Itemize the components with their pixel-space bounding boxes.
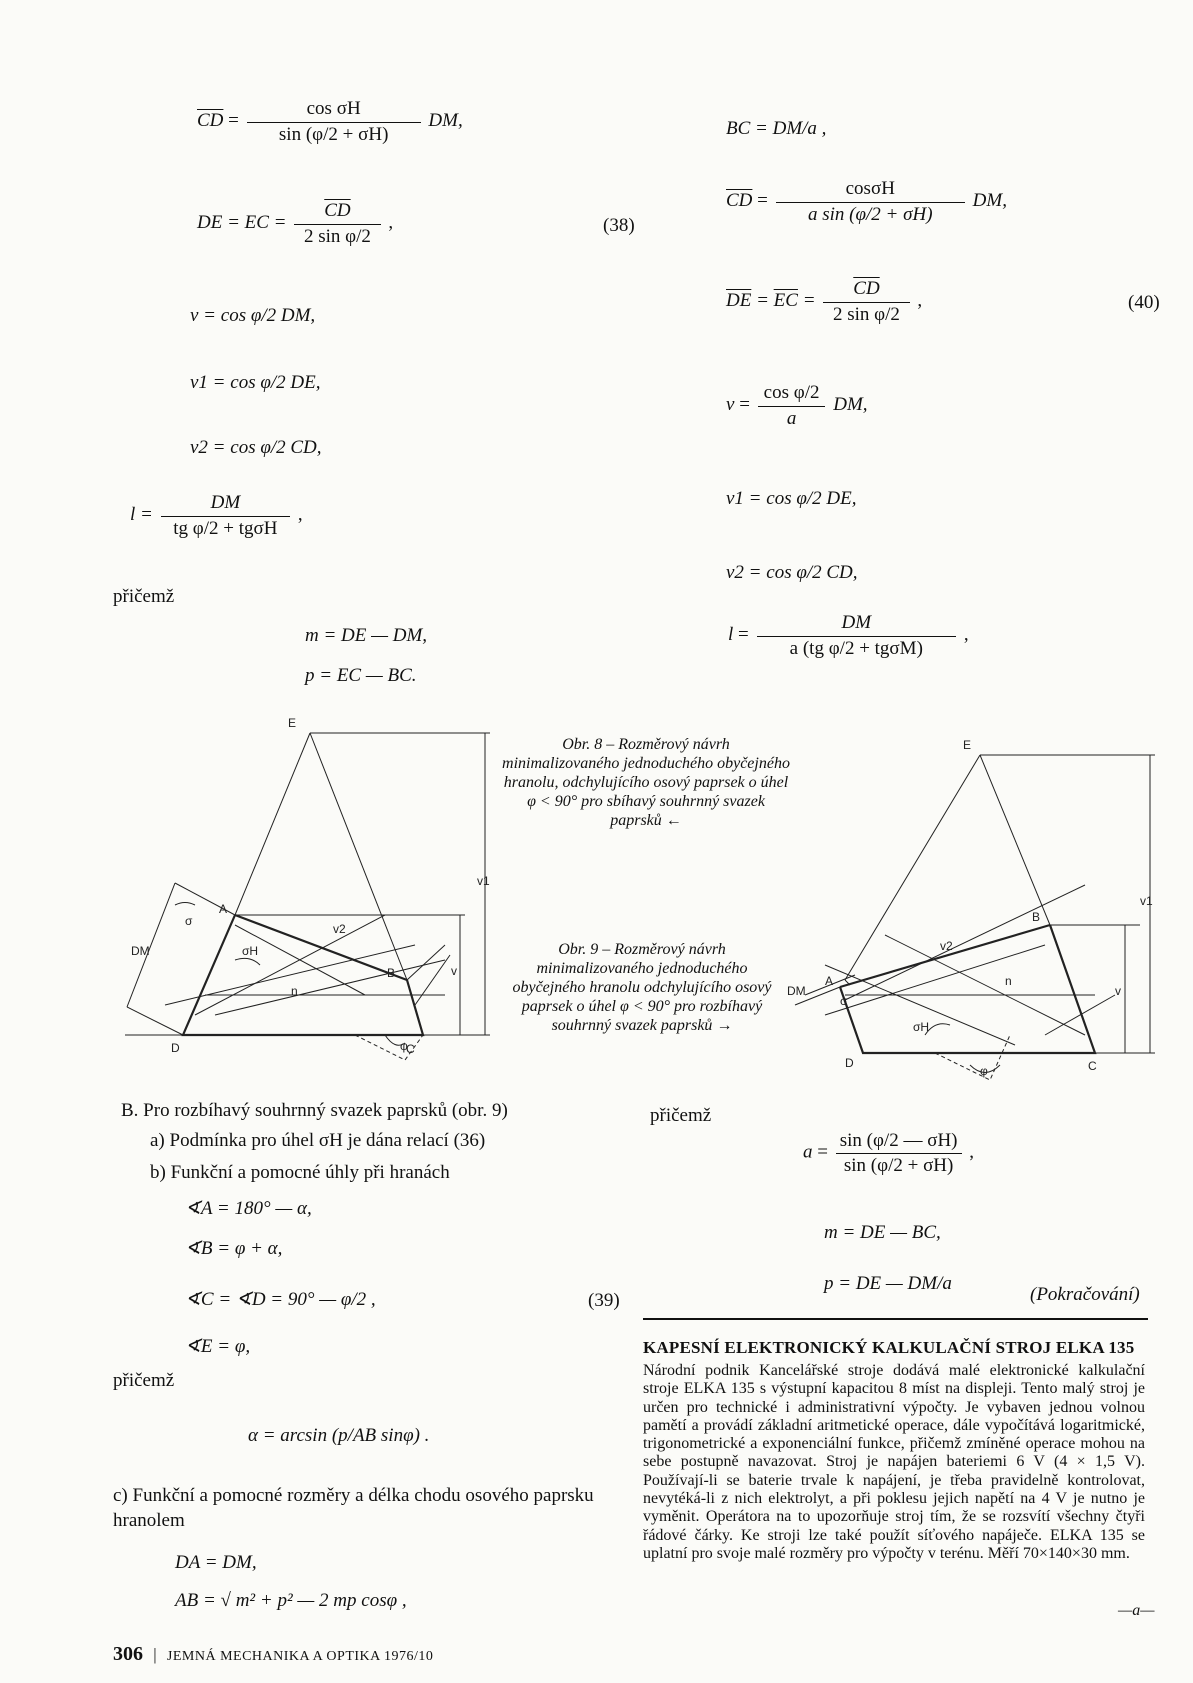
news-body-text: Národní podnik Kancelářské stroje dodává malé elektronické kalkulační stroje ELKA 135 s výstupní kapacitou 8 míst na displeji. Tento malý stroj je určen pro technické i administrativní výpočty. Je vybaven jednou volnou pamětí a provádí základní aritmetické operace, dále vypočítává logaritmické, trigonometrické a exponenciální funkce, přičemž zmíněné operace mohou na sebe postupně navazovat. Stroj je napájen bateriemi 6 V (4 × 1,5 V). Používají-li se baterie trvale k napájení, je třeba pravidelně kontrolovat, nevytéká-li z nich elektrolyt, a při poklesu jejich napětí na 4 V je nutno je vyměnit. Operátora na to upozorňuje stroj tím, že se rozsvítí všechny čtyři řádové čárky. Ke stroji lze také použít síťového napáječe. ELKA 135 se uplatní pro svoje malé rozměry pro výpočty v terénu. Měří 70×140×30 mm. — [643, 1362, 1145, 1562]
de-tail: , — [388, 212, 394, 234]
fig8-label-phi: φ — [400, 1039, 408, 1053]
fig9-label-sigma: σ — [840, 994, 848, 1008]
fig9-label-n: n — [1005, 974, 1012, 988]
l-right-num: DM — [757, 612, 957, 637]
eq-de-right: $\overline{DE} = \overline{EC}$ = $\frac{\overline{CD}}{\text{2 sin φ/2}}$ , — [726, 278, 923, 325]
fig8-label-v: v — [451, 964, 457, 978]
section-b-b: b) Funkční a pomocné úhly při hranách — [150, 1162, 450, 1183]
cd-right-num: cosσH — [776, 178, 965, 203]
eq-cd-left: $\overline{CD}$ = $\frac{\text{cos σH}}{\sin (\varphi/2 + \sigma H)}$ DM, — [197, 98, 463, 145]
news-body — [643, 1362, 1145, 1563]
caption-fig9-text: Obr. 9 – Rozměrový návrh minimalizovaného jednoduchého obyčejného hranolu odchylujícího osový paprsek o úhel φ < 90° pro rozbíhavý souhrnný svazek paprsků — [512, 941, 772, 1034]
fig8-label-sigma: σ — [185, 914, 193, 928]
caption-fig9 — [502, 940, 782, 1035]
pricemz-1: přičemž — [113, 586, 175, 607]
eq-v1-left: v1 = cos φ/2 DE, — [190, 372, 321, 393]
fig8-label-sigmah: σH — [242, 944, 259, 958]
l-tail: , — [297, 504, 303, 526]
eq-angle-a: ∢A = 180° — α, — [185, 1198, 312, 1219]
fig9-label-c: C — [1088, 1059, 1097, 1073]
eq-de-left — [197, 200, 393, 248]
l-den: tg φ/2 + tgσH — [173, 517, 278, 539]
eq-angle-b: ∢B = φ + α, — [185, 1238, 283, 1259]
de-right-den: 2 sin φ/2 — [833, 303, 900, 325]
eq-ab: AB = √ m² + p² — 2 mp cosφ , — [175, 1590, 407, 1611]
caption-fig9-arrow: → — [716, 1017, 733, 1034]
eq-number-39: (39) — [588, 1290, 620, 1311]
cd-num: cos σH — [247, 98, 421, 123]
eq-number-40: (40) — [1128, 292, 1160, 313]
eq-alpha: α = arcsin (p/AB sinφ) . — [248, 1425, 430, 1446]
l-num: DM — [161, 492, 291, 517]
v-right-den: a — [786, 407, 797, 429]
cd-right-den: a sin (φ/2 + σH) — [808, 203, 933, 225]
caption-fig8 — [502, 735, 790, 830]
cd-lhs: $\overline{CD}$ — [197, 110, 224, 132]
v-right-tail: DM, — [833, 394, 868, 416]
pricemz-2: přičemž — [113, 1370, 175, 1391]
fig8-label-b: B — [387, 966, 396, 980]
fig8-label-dm: DM — [131, 944, 150, 958]
fig8-label-e: E — [288, 716, 297, 730]
eq-v2-right: v2 = cos φ/2 CD, — [726, 562, 858, 583]
fig9-label-dm: DM — [787, 984, 806, 998]
figure-8-diagram — [115, 715, 505, 1075]
fig9-label-phi: φ — [980, 1064, 988, 1078]
news-top-rule — [643, 1318, 1148, 1320]
a-den: sin (φ/2 + σH) — [843, 1154, 954, 1176]
l-lhs: l = — [130, 504, 153, 526]
fig8-label-v2: v2 — [333, 922, 346, 936]
section-b-a: a) Podmínka pro úhel σH je dána relací (36) — [150, 1130, 486, 1151]
eq-bc-right: BC = DM/a , — [726, 118, 827, 139]
section-b-c-text: c) Funkční a pomocné rozměry a délka chodu osového paprsku hranolem — [113, 1485, 594, 1531]
cd-right-tail: DM, — [972, 190, 1007, 212]
eq-v-right: v = $\frac{\text{cos φ/2}}{a}$ DM, — [726, 382, 868, 429]
news-title: KAPESNÍ ELEKTRONICKÝ KALKULAČNÍ STROJ ELKA 135 — [643, 1338, 1135, 1357]
fig9-label-a: A — [825, 974, 834, 988]
fig8-label-v1: v1 — [477, 874, 490, 888]
eq-m-left: m = DE — DM, — [305, 625, 428, 646]
de-lhs: DE = EC = — [197, 212, 287, 234]
eq-v2-left: v2 = cos φ/2 CD, — [190, 437, 322, 458]
eq-a: a = $\frac{\sin (\varphi/2 — \sigma H)}{\sin (\varphi/2 + \sigma H)}$ , — [803, 1130, 975, 1176]
fig8-label-n: n — [291, 984, 298, 998]
page-footer — [113, 1643, 433, 1666]
eq-v1-right: v1 = cos φ/2 DE, — [726, 488, 857, 509]
caption-fig8-arrow: ← — [665, 812, 682, 829]
caption-fig8-text: Obr. 8 – Rozměrový návrh minimalizovaného jednoduchého obyčejného hranolu, odchylujícího osový paprsek o úhel φ < 90° pro sbíhavý souhrnný svazek paprsků — [502, 736, 790, 829]
eq-angle-e: ∢E = φ, — [185, 1336, 251, 1357]
de-right-num: $\overline{CD}$ — [823, 278, 909, 303]
eq-p-right: p = DE — DM/a — [824, 1273, 952, 1294]
pricemz-3: přičemž — [650, 1105, 712, 1126]
journal-name: JEMNÁ MECHANIKA A OPTIKA 1976/10 — [166, 1649, 434, 1664]
fig9-label-v: v — [1115, 984, 1121, 998]
figure-9-diagram — [785, 735, 1165, 1095]
eq-l-right: l = $\frac{DM}{\text{a (tg φ/2 + tgσM)}}$ , — [728, 612, 969, 659]
fig9-label-v1: v1 — [1140, 894, 1153, 908]
eq-l-left — [130, 492, 303, 540]
a-num: sin (φ/2 — σH) — [836, 1130, 962, 1154]
news-signature: —a— — [1118, 1602, 1155, 1619]
fig8-label-c: C — [406, 1042, 415, 1056]
page-number: 306 — [113, 1643, 143, 1665]
eq-v-left: v = cos φ/2 DM, — [190, 305, 316, 326]
cd-tail: DM, — [428, 110, 463, 132]
continuation-note: (Pokračování) — [1030, 1284, 1140, 1305]
l-right-den: a (tg φ/2 + tgσM) — [789, 637, 923, 659]
section-b-c — [113, 1483, 623, 1533]
fig9-label-b: B — [1032, 910, 1041, 924]
fig8-label-d: D — [171, 1041, 180, 1055]
eq-p-left: p = EC — BC. — [305, 665, 417, 686]
fig9-label-v2: v2 — [940, 939, 953, 953]
footer-separator: | — [153, 1645, 157, 1664]
eq-m-right: m = DE — BC, — [824, 1222, 941, 1243]
fig9-label-d: D — [845, 1056, 854, 1070]
fig8-label-a: A — [219, 902, 228, 916]
l-right-tail: , — [963, 624, 969, 646]
de-num: $\overline{CD}$ — [294, 200, 380, 225]
section-b-heading: B. Pro rozbíhavý souhrnný svazek paprsků (obr. 9) — [121, 1100, 508, 1121]
fig9-label-e: E — [963, 738, 972, 752]
eq-angle-cd: ∢C = ∢D = 90° — φ/2 , — [185, 1289, 376, 1310]
cd-den: sin (φ/2 + σH) — [278, 123, 389, 145]
fig9-label-sigmah: σH — [913, 1020, 930, 1034]
v-right-num: cos φ/2 — [758, 382, 826, 407]
eq-number-38: (38) — [603, 215, 635, 236]
eq-da: DA = DM, — [175, 1552, 257, 1573]
de-den: 2 sin φ/2 — [303, 225, 371, 247]
eq-cd-right: $\overline{CD}$ = $\frac{\cos\sigma H}{\text{a sin (φ/2 + σH)}}$ DM, — [726, 178, 1007, 225]
